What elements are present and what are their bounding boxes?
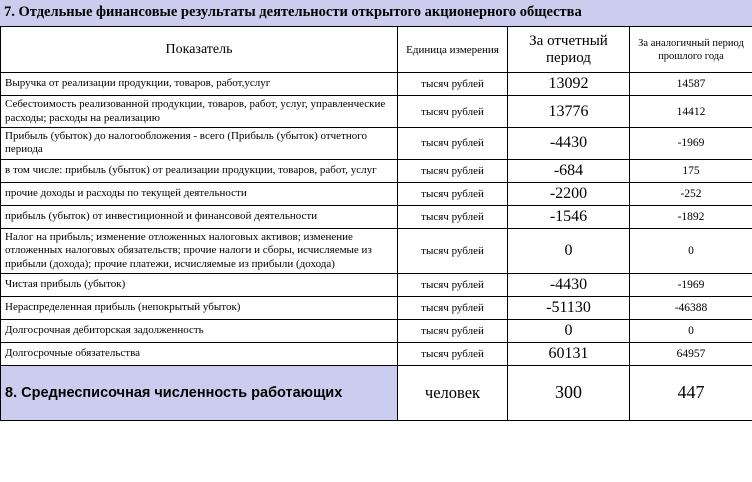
table-body [1,73,752,421]
headcount-previous-value: 447 [630,365,752,420]
row-previous-value: 14412 [630,96,752,128]
row-indicator: Налог на прибыль; изменение отложенных налоговых активов; изменение отложенных налоговых обязательств; прочие налоги и сборы, исчисляемые из прибыли (дохода); прочие платежи, исчисляемые из прибыли (дохода) [1,228,398,273]
headcount-row [1,365,752,420]
row-current-value: 13092 [508,73,630,96]
headcount-current-value: 300 [508,365,630,420]
table-row [1,319,752,342]
table-row [1,228,752,273]
row-indicator: Чистая прибыль (убыток) [1,273,398,296]
row-unit: тысяч рублей [398,319,508,342]
row-unit: тысяч рублей [398,342,508,365]
table-header-row [1,27,752,73]
row-current-value: 0 [508,319,630,342]
row-previous-value: -1969 [630,127,752,159]
table-row [1,159,752,182]
row-unit: тысяч рублей [398,228,508,273]
row-indicator: Нераспределенная прибыль (непокрытый убыток) [1,296,398,319]
table-row [1,296,752,319]
table-row [1,127,752,159]
row-indicator: Себестоимость реализованной продукции, товаров, работ, услуг, управленческие расходы; расходы на реализацию [1,96,398,128]
row-indicator: прибыль (убыток) от инвестиционной и финансовой деятельности [1,205,398,228]
table-row [1,205,752,228]
row-previous-value: 0 [630,228,752,273]
table-header [1,27,752,73]
row-current-value: 60131 [508,342,630,365]
row-indicator: Выручка от реализации продукции, товаров, работ,услуг [1,73,398,96]
row-unit: тысяч рублей [398,205,508,228]
header-indicator: Показатель [1,27,398,73]
row-current-value: -4430 [508,127,630,159]
row-previous-value: -1969 [630,273,752,296]
row-current-value: -4430 [508,273,630,296]
row-unit: тысяч рублей [398,73,508,96]
row-previous-value: 14587 [630,73,752,96]
table-row [1,73,752,96]
table-row [1,182,752,205]
row-indicator: прочие доходы и расходы по текущей деятельности [1,182,398,205]
row-previous-value: -252 [630,182,752,205]
row-indicator: Долгосрочная дебиторская задолженность [1,319,398,342]
row-current-value: 0 [508,228,630,273]
row-current-value: -1546 [508,205,630,228]
row-previous-value: -46388 [630,296,752,319]
header-unit: Единица измерения [398,27,508,73]
headcount-unit: человек [398,365,508,420]
row-unit: тысяч рублей [398,273,508,296]
row-previous-value: 64957 [630,342,752,365]
table-row [1,96,752,128]
row-previous-value: -1892 [630,205,752,228]
headcount-section-title: 8. Среднесписочная численность работающих [1,365,398,420]
section-title: 7. Отдельные финансовые результаты деятельности открытого акционерного общества [0,0,752,26]
row-previous-value: 0 [630,319,752,342]
row-unit: тысяч рублей [398,159,508,182]
row-indicator: в том числе: прибыль (убыток) от реализации продукции, товаров, работ, услуг [1,159,398,182]
row-current-value: -51130 [508,296,630,319]
row-current-value: -684 [508,159,630,182]
row-unit: тысяч рублей [398,96,508,128]
header-current-period: За отчетный период [508,27,630,73]
row-indicator: Долгосрочные обязательства [1,342,398,365]
row-current-value: -2200 [508,182,630,205]
row-current-value: 13776 [508,96,630,128]
table-row [1,273,752,296]
header-previous-period: За аналогичный период прошлого года [630,27,752,73]
row-previous-value: 175 [630,159,752,182]
row-indicator: Прибыль (убыток) до налогообложения - всего (Прибыль (убыток) отчетного периода [1,127,398,159]
financial-results-table [0,26,752,421]
row-unit: тысяч рублей [398,296,508,319]
row-unit: тысяч рублей [398,182,508,205]
row-unit: тысяч рублей [398,127,508,159]
table-row [1,342,752,365]
